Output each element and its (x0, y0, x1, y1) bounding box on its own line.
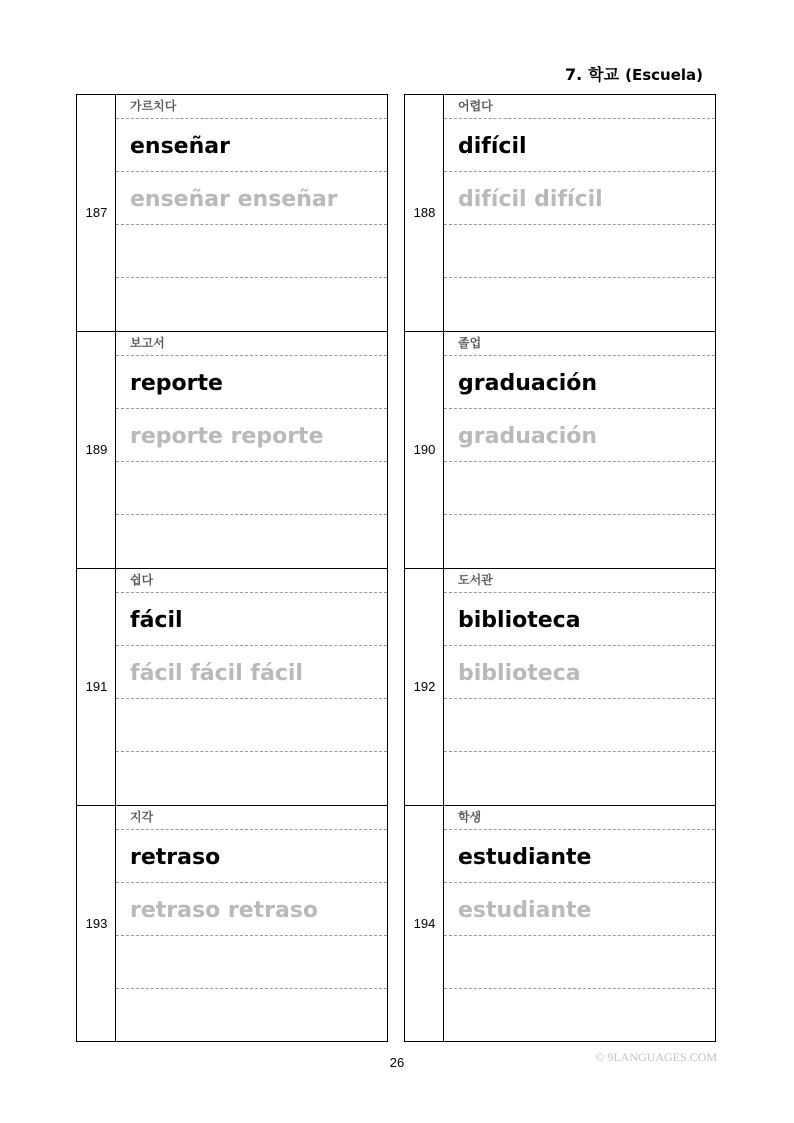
vocab-card (404, 331, 716, 568)
spanish-word: difícil (444, 119, 715, 172)
spanish-word: retraso (116, 830, 387, 883)
spanish-word: reporte (116, 356, 387, 409)
spanish-word: estudiante (444, 830, 715, 883)
card-number-column (77, 569, 116, 805)
card-number-column (405, 95, 444, 331)
tracing-practice: difícil difícil (444, 172, 715, 225)
blank-writing-line (116, 752, 387, 805)
vocab-card (76, 331, 388, 568)
spanish-word: fácil (116, 593, 387, 646)
vocab-card (404, 94, 716, 331)
korean-word: 어렵다 (444, 95, 715, 119)
vocab-card (76, 805, 388, 1042)
korean-word: 쉽다 (116, 569, 387, 593)
blank-writing-line (444, 699, 715, 752)
card-number-column (77, 332, 116, 568)
card-number: 190 (413, 442, 436, 457)
blank-writing-line (116, 278, 387, 331)
blank-writing-line (116, 515, 387, 568)
blank-writing-line (116, 462, 387, 515)
card-number: 191 (85, 679, 108, 694)
vocab-card (76, 94, 388, 331)
copyright-notice: © 9LANGUAGES.COM (595, 1050, 717, 1064)
korean-word: 도서관 (444, 569, 715, 593)
spanish-word: enseñar (116, 119, 387, 172)
card-number: 188 (413, 205, 436, 220)
chapter-title-spanish: (Escuela) (625, 66, 703, 84)
blank-writing-line (444, 462, 715, 515)
spanish-word: biblioteca (444, 593, 715, 646)
card-number: 193 (85, 916, 108, 931)
tracing-practice: reporte reporte (116, 409, 387, 462)
blank-writing-line (116, 225, 387, 278)
card-number: 192 (413, 679, 436, 694)
tracing-practice: enseñar enseñar (116, 172, 387, 225)
blank-writing-line (444, 752, 715, 805)
tracing-practice: biblioteca (444, 646, 715, 699)
page-number: 26 (389, 1055, 405, 1070)
tracing-practice: retraso retraso (116, 883, 387, 936)
card-number: 189 (85, 442, 108, 457)
blank-writing-line (116, 989, 387, 1042)
card-number: 194 (413, 916, 436, 931)
chapter-number: 7. (564, 65, 583, 84)
blank-writing-line (444, 278, 715, 331)
page-header (0, 62, 703, 85)
blank-writing-line (444, 225, 715, 278)
blank-writing-line (444, 515, 715, 568)
card-number-column (405, 806, 444, 1041)
blank-writing-line (444, 936, 715, 989)
card-number: 187 (85, 205, 108, 220)
card-number-column (77, 806, 116, 1041)
spanish-word: graduación (444, 356, 715, 409)
card-number-column (77, 95, 116, 331)
tracing-practice: fácil fácil fácil (116, 646, 387, 699)
vocab-card (404, 568, 716, 805)
korean-word: 보고서 (116, 332, 387, 356)
card-number-column (405, 332, 444, 568)
korean-word: 지각 (116, 806, 387, 830)
chapter-title-korean: 학교 (588, 65, 620, 84)
card-number-column (405, 569, 444, 805)
blank-writing-line (444, 989, 715, 1042)
korean-word: 학생 (444, 806, 715, 830)
tracing-practice: graduación (444, 409, 715, 462)
tracing-practice: estudiante (444, 883, 715, 936)
vocab-card (404, 805, 716, 1042)
korean-word: 가르치다 (116, 95, 387, 119)
blank-writing-line (116, 936, 387, 989)
korean-word: 졸업 (444, 332, 715, 356)
vocab-card (76, 568, 388, 805)
blank-writing-line (116, 699, 387, 752)
